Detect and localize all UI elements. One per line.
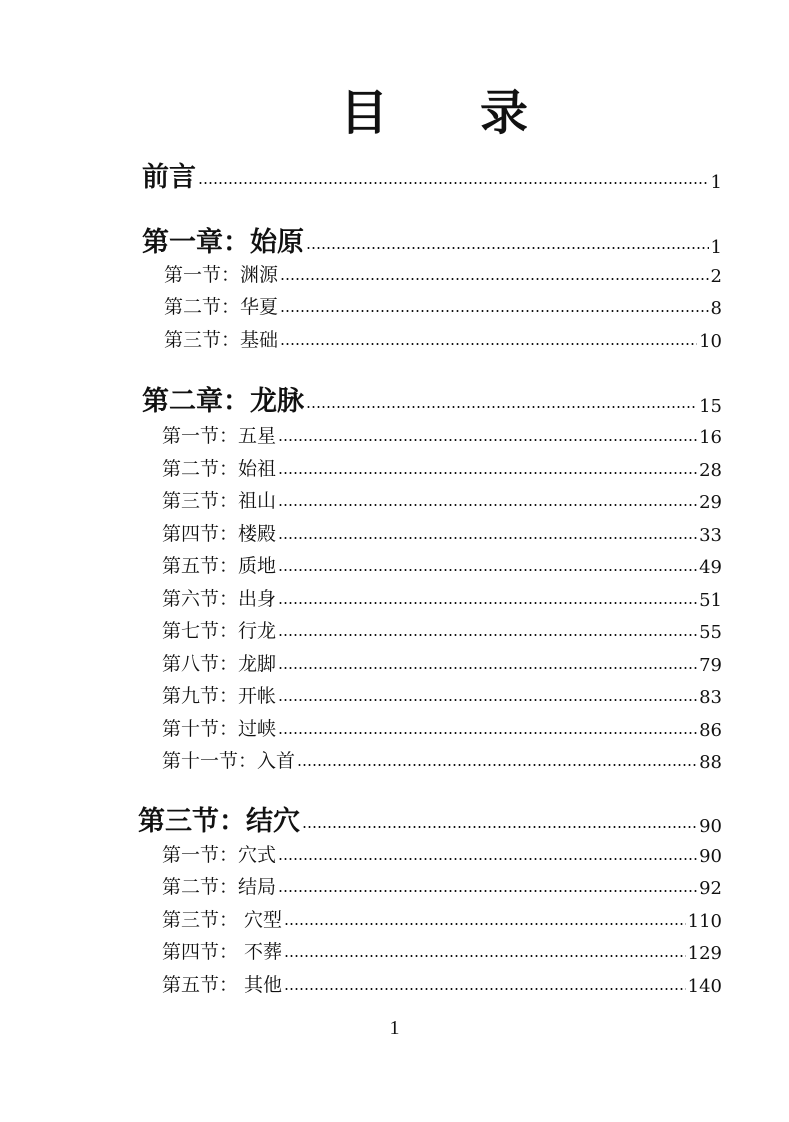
toc-page-number: 86 [699,720,722,741]
toc-page-number: 2 [710,266,722,287]
toc-section-row [164,257,722,287]
toc-page-number: 129 [687,943,722,964]
toc-entry-label: 第三节： 穴型 [162,909,283,931]
toc-entry-label: 第二章：龙脉 [142,386,304,417]
dot-leader [278,732,697,734]
toc-section-row [162,711,722,741]
toc-page-number: 51 [699,590,722,611]
toc-section-row [162,613,722,643]
toc-section-row [162,869,722,899]
toc-section-row [162,483,722,513]
dot-leader [302,826,697,828]
dot-leader [278,504,697,506]
dot-leader [280,343,697,345]
toc-section-row [162,678,722,708]
toc-entry-label: 第四节：楼殿 [162,523,277,545]
toc-entry-label: 第二节：结局 [162,876,277,898]
dot-leader [306,247,709,249]
toc-chapter-row [142,218,722,258]
toc-page-number: 90 [699,816,722,837]
toc-page-number: 8 [710,298,722,319]
toc-page-number: 28 [699,460,722,481]
toc-page-number: 55 [699,622,722,643]
toc-page-number: 15 [699,396,722,417]
title-char-1: 目 [340,85,389,141]
toc-entry-label: 第五节： 其他 [162,974,283,996]
toc-section-row [164,322,722,352]
toc-section-row [162,967,722,997]
toc-entry-label: 第四节： 不葬 [162,941,283,963]
toc-page-number: 29 [699,492,722,513]
toc-entry-label: 第二节：始祖 [162,458,277,480]
toc-page-number: 33 [699,525,722,546]
toc-entry-label: 第二节：华夏 [164,296,279,318]
toc-entry-label: 第六节：出身 [162,588,277,610]
toc-entry-label: 第一节：穴式 [162,844,277,866]
toc-entry-label: 第十节：过峡 [162,718,277,740]
toc-page-number: 79 [699,655,722,676]
toc-entry-label: 第三节：结穴 [138,806,300,837]
toc-section-row [162,837,722,867]
toc-page-number: 110 [687,911,722,932]
toc-entry-label: 第五节：质地 [162,555,277,577]
toc-section-row [162,581,722,611]
page-number: 1 [389,1017,400,1039]
toc-page-number: 16 [699,427,722,448]
dot-leader [278,537,697,539]
toc-entry-label: 第一章：始原 [142,227,304,258]
toc-section-row [162,548,722,578]
toc-section-row [162,646,722,676]
toc-page-number: 88 [699,752,722,773]
toc-page-number: 92 [699,878,722,899]
toc-chapter-row [142,377,722,417]
toc-section-row [164,289,722,319]
dot-leader [280,310,709,312]
toc-page-number: 140 [687,976,722,997]
toc-page-number: 1 [710,172,722,193]
toc-page-number: 49 [699,557,722,578]
dot-leader [284,988,686,990]
toc-section-row [162,418,722,448]
dot-leader [297,764,697,766]
toc-entry-label: 第八节：龙脚 [162,653,277,675]
toc-section-row [162,516,722,546]
toc-entry-label: 第三节：基础 [164,329,279,351]
dot-leader [278,667,697,669]
toc-section-row [162,743,722,773]
dot-leader [284,955,686,957]
dot-leader [278,890,697,892]
toc-chapter-row [142,153,722,193]
dot-leader [278,569,697,571]
dot-leader [198,182,709,184]
dot-leader [280,278,709,280]
dot-leader [278,699,697,701]
toc-page-number: 90 [699,846,722,867]
toc-entry-label: 第一节：渊源 [164,264,279,286]
dot-leader [306,406,697,408]
toc-entry-label: 第一节：五星 [162,425,277,447]
toc-entry-label: 第十一节：入首 [162,750,296,772]
toc-page-number: 83 [699,687,722,708]
toc-entry-label: 第三节：祖山 [162,490,277,512]
dot-leader [278,472,697,474]
toc-section-row [162,902,722,932]
dot-leader [278,602,697,604]
toc-entry-label: 第七节：行龙 [162,620,277,642]
dot-leader [278,439,697,441]
toc-page-number: 10 [699,331,722,352]
dot-leader [278,634,697,636]
toc-chapter-row [138,797,722,837]
dot-leader [284,923,686,925]
toc-page-number: 1 [710,237,722,258]
toc-entry-label: 前言 [142,162,196,193]
dot-leader [278,858,697,860]
title-char-2: 录 [480,85,529,141]
toc-entry-label: 第九节：开帐 [162,685,277,707]
toc-section-row [162,934,722,964]
toc-section-row [162,451,722,481]
